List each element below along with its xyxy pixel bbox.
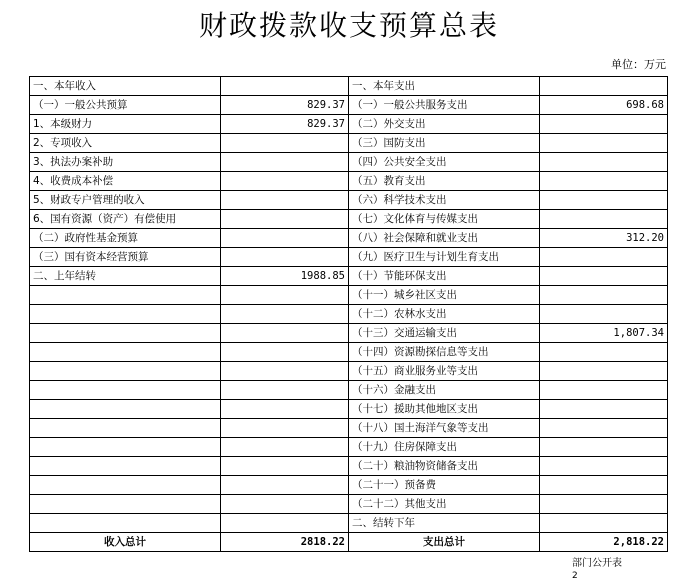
income-item-value: [221, 514, 349, 533]
income-item-label: [30, 495, 221, 514]
expense-item-value: [540, 400, 668, 419]
income-item-value: [221, 286, 349, 305]
expense-item-label: （五）教育支出: [349, 172, 540, 191]
table-row: [30, 476, 668, 495]
table-row: [30, 172, 668, 191]
table-row: [30, 400, 668, 419]
income-item-label: （三）国有资本经营预算: [30, 248, 221, 267]
income-item-value: 829.37: [221, 96, 349, 115]
income-item-label: [30, 457, 221, 476]
table-row: [30, 324, 668, 343]
expense-item-label: （十六）金融支出: [349, 381, 540, 400]
income-item-value: [221, 210, 349, 229]
income-item-value: [221, 438, 349, 457]
income-item-label: [30, 343, 221, 362]
table-row: [30, 419, 668, 438]
expense-item-value: [540, 495, 668, 514]
income-item-value: [221, 476, 349, 495]
table-row: [30, 381, 668, 400]
expense-item-value: 312.20: [540, 229, 668, 248]
income-item-value: [221, 381, 349, 400]
budget-table: [29, 76, 668, 552]
expense-total-label: 支出总计: [349, 533, 540, 552]
income-item-label: [30, 381, 221, 400]
income-item-value: [221, 191, 349, 210]
expense-item-value: [540, 267, 668, 286]
income-item-value: [221, 400, 349, 419]
expense-item-label: 一、本年支出: [349, 77, 540, 96]
income-item-value: 829.37: [221, 115, 349, 134]
income-item-label: [30, 400, 221, 419]
table-row: [30, 495, 668, 514]
income-item-value: [221, 77, 349, 96]
expense-item-value: [540, 286, 668, 305]
expense-item-value: [540, 362, 668, 381]
unit-label: 单位：万元: [611, 58, 666, 71]
expense-item-value: [540, 134, 668, 153]
table-row: [30, 267, 668, 286]
expense-item-value: [540, 438, 668, 457]
expense-item-label: （十）节能环保支出: [349, 267, 540, 286]
income-item-value: [221, 324, 349, 343]
table-row: [30, 248, 668, 267]
income-item-label: [30, 324, 221, 343]
income-item-value: [221, 305, 349, 324]
expense-item-value: [540, 191, 668, 210]
expense-item-label: （八）社会保障和就业支出: [349, 229, 540, 248]
income-item-label: 5、财政专户管理的收入: [30, 191, 221, 210]
income-total-value: 2818.22: [221, 533, 349, 552]
table-row: [30, 343, 668, 362]
income-item-label: 3、执法办案补助: [30, 153, 221, 172]
totals-section: [30, 533, 668, 552]
page-title: 财政拨款收支预算总表: [198, 9, 499, 42]
expense-item-value: [540, 419, 668, 438]
expense-item-label: （七）文化体育与传媒支出: [349, 210, 540, 229]
table-row: [30, 438, 668, 457]
expense-item-value: 1,807.34: [540, 324, 668, 343]
table-row: [30, 514, 668, 533]
table-row: [30, 96, 668, 115]
expense-total-value: 2,818.22: [540, 533, 668, 552]
income-item-value: [221, 229, 349, 248]
income-item-value: [221, 134, 349, 153]
income-item-label: 二、上年结转: [30, 267, 221, 286]
budget-rows: [30, 77, 668, 533]
income-item-label: [30, 476, 221, 495]
footer-note: 部门公开表: [572, 558, 622, 569]
table-row: [30, 77, 668, 96]
expense-item-label: （十四）资源勘探信息等支出: [349, 343, 540, 362]
expense-item-label: （二十一）预备费: [349, 476, 540, 495]
income-item-label: 4、收费成本补偿: [30, 172, 221, 191]
table-row: [30, 362, 668, 381]
expense-item-value: [540, 115, 668, 134]
expense-item-value: [540, 457, 668, 476]
table-row: [30, 286, 668, 305]
income-item-value: [221, 172, 349, 191]
expense-item-label: （三）国防支出: [349, 134, 540, 153]
expense-item-label: （十八）国土海洋气象等支出: [349, 419, 540, 438]
expense-item-value: 698.68: [540, 96, 668, 115]
expense-item-label: （九）医疗卫生与计划生育支出: [349, 248, 540, 267]
table-row: [30, 305, 668, 324]
expense-item-value: [540, 153, 668, 172]
expense-item-value: [540, 343, 668, 362]
income-item-label: [30, 286, 221, 305]
income-item-label: 一、本年收入: [30, 77, 221, 96]
income-item-label: [30, 419, 221, 438]
income-item-label: [30, 305, 221, 324]
expense-item-value: [540, 476, 668, 495]
income-item-value: 1988.85: [221, 267, 349, 286]
table-row: [30, 191, 668, 210]
expense-item-label: （二十二）其他支出: [349, 495, 540, 514]
expense-item-label: 二、结转下年: [349, 514, 540, 533]
table-row: [30, 134, 668, 153]
totals-row: [30, 533, 668, 552]
expense-item-value: [540, 77, 668, 96]
expense-item-label: （六）科学技术支出: [349, 191, 540, 210]
table-row: [30, 457, 668, 476]
expense-item-label: （十三）交通运输支出: [349, 324, 540, 343]
expense-item-value: [540, 172, 668, 191]
income-item-value: [221, 419, 349, 438]
expense-item-label: （二十）粮油物资储备支出: [349, 457, 540, 476]
expense-item-label: （十一）城乡社区支出: [349, 286, 540, 305]
income-item-label: （一）一般公共预算: [30, 96, 221, 115]
expense-item-label: （十二）农林水支出: [349, 305, 540, 324]
income-item-label: 2、专项收入: [30, 134, 221, 153]
table-row: [30, 210, 668, 229]
expense-item-value: [540, 381, 668, 400]
table-row: [30, 115, 668, 134]
income-item-label: [30, 514, 221, 533]
income-item-value: [221, 248, 349, 267]
expense-item-label: （十五）商业服务业等支出: [349, 362, 540, 381]
income-item-label: 1、本级财力: [30, 115, 221, 134]
footer-page: 2: [572, 571, 578, 581]
income-item-label: [30, 362, 221, 381]
income-item-label: 6、国有资源（资产）有偿使用: [30, 210, 221, 229]
expense-item-label: （十九）住房保障支出: [349, 438, 540, 457]
expense-item-value: [540, 305, 668, 324]
income-item-value: [221, 343, 349, 362]
expense-item-label: （一）一般公共服务支出: [349, 96, 540, 115]
expense-item-value: [540, 514, 668, 533]
expense-item-label: （四）公共安全支出: [349, 153, 540, 172]
expense-item-label: （十七）援助其他地区支出: [349, 400, 540, 419]
table-row: [30, 229, 668, 248]
expense-item-label: （二）外交支出: [349, 115, 540, 134]
income-total-label: 收入总计: [30, 533, 221, 552]
expense-item-value: [540, 210, 668, 229]
income-item-value: [221, 495, 349, 514]
table-row: [30, 153, 668, 172]
income-item-label: （二）政府性基金预算: [30, 229, 221, 248]
expense-item-value: [540, 248, 668, 267]
income-item-value: [221, 457, 349, 476]
income-item-label: [30, 438, 221, 457]
income-item-value: [221, 153, 349, 172]
income-item-value: [221, 362, 349, 381]
